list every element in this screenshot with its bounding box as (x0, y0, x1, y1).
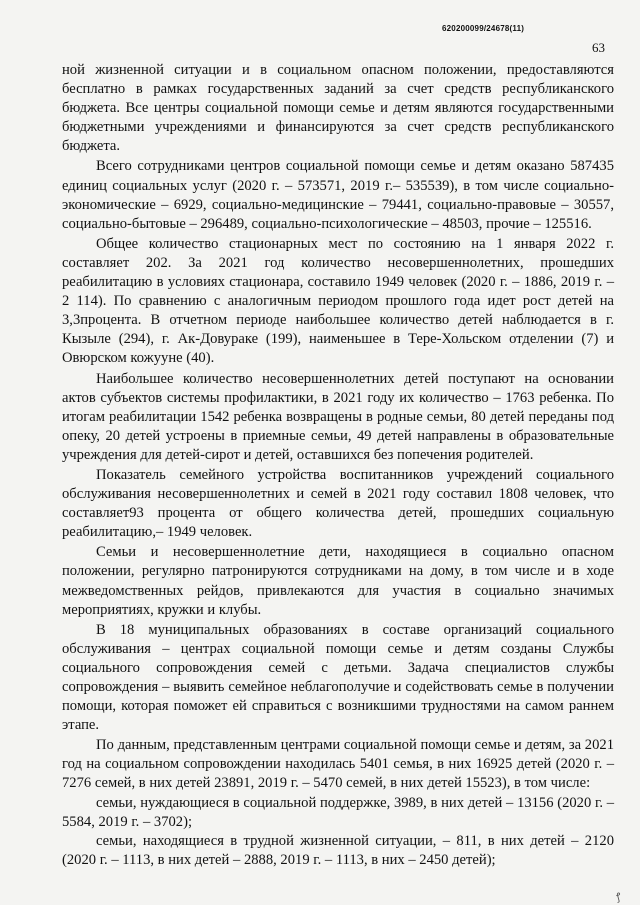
list-item: семьи, нуждающиеся в социальной поддержке, 3989, в них детей – 13156 (2020 г. – 5584, 2019 г. – 3702); (62, 794, 614, 830)
page-number: 63 (592, 40, 605, 55)
paragraph: Общее количество стационарных мест по состоянию на 1 января 2022 г. составляет 202. За 2021 год количество несовершеннолетних, прошедших реабилитацию в условиях стационара, составило 1949 человек (2020 г. – 1886, 2019 г. – 2 114). По сравнению с аналогичным периодом прошлого года идет рост детей на 3,3процента. В отчетном периоде наибольшее количество детей наблюдается в г. Кызыле (294), г. Ак-Довураке (199), наименьшее в Тере-Хольском отделении (7) и Овюрском кожууне (40). (62, 235, 614, 367)
paragraph: Наибольшее количество несовершеннолетних детей поступают на основании актов субъектов системы профилактики, в 2021 году их количество – 1763 ребенка. По итогам реабилитации 1542 ребенка возвращены в родные семьи, 80 детей переданы под опеку, 20 детей устроены в приемные семьи, 49 детей направлены в образовательные учреждения для детей-сирот и детей, оставшихся без попечения родителей. (62, 370, 614, 463)
handwritten-mark: ꝭ (615, 891, 623, 904)
paragraph: Семьи и несовершеннолетние дети, находящиеся в социально опасном положении, регулярно патронируются сотрудниками на дому, в том числе и в ходе межведомственных рейдов, привлекаются для участия в социально значимых мероприятиях, кружки и клубы. (62, 544, 614, 618)
paragraph: В 18 муниципальных образованиях в составе организаций социального обслуживания – центрах социальной помощи семье и детям созданы Службы социального сопровождения семей с детьми. Задача специалистов службы сопровождения – выявить семейное неблагополучие и содействовать семье в получении помощи, которая поможет ей справиться с возникшими трудностями на самом раннем этапе. (62, 621, 614, 734)
paragraph: По данным, представленным центрами социальной помощи семье и детям, за 2021 год на социальном сопровождении находилась 5401 семья, в них 16925 детей (2020 г. – 7276 семей, в них детей 23891, 2019 г. – 5470 семей, в них детей 15523), в том числе: (62, 737, 614, 792)
document-code: 620200099/24678(11) (442, 24, 525, 33)
document-body (62, 61, 614, 870)
paragraph: Показатель семейного устройства воспитанников учреждений социального обслуживания несовершеннолетних и семей в 2021 году составил 1808 человек, что составляет93 процента от общего количества детей, прошедших социальную реабилитацию,– 1949 человек. (62, 466, 614, 541)
list-item: семьи, находящиеся в трудной жизненной ситуации, – 811, в них детей – 2120 (2020 г. – 1113, в них детей – 2888, 2019 г. – 1113, в них – 2450 детей); (62, 832, 614, 868)
paragraph: Всего сотрудниками центров социальной помощи семье и детям оказано 587435 единиц социальных услуг (2020 г. – 573571, 2019 г.– 535539), в том числе социально-экономические – 6929, социально-медицинские – 79441, социально-правовые – 30557, социально-бытовые – 296489, социально-психологические – 48503, прочие – 125516. (62, 158, 614, 232)
paragraph: ной жизненной ситуации и в социальном опасном положении, предоставляются бесплатно в рамках государственных заданий за счет средств республиканского бюджета. Все центры социальной помощи семье и детям являются государственными бюджетными учреждениями и финансируются за счет средств республиканского бюджета. (62, 62, 614, 155)
